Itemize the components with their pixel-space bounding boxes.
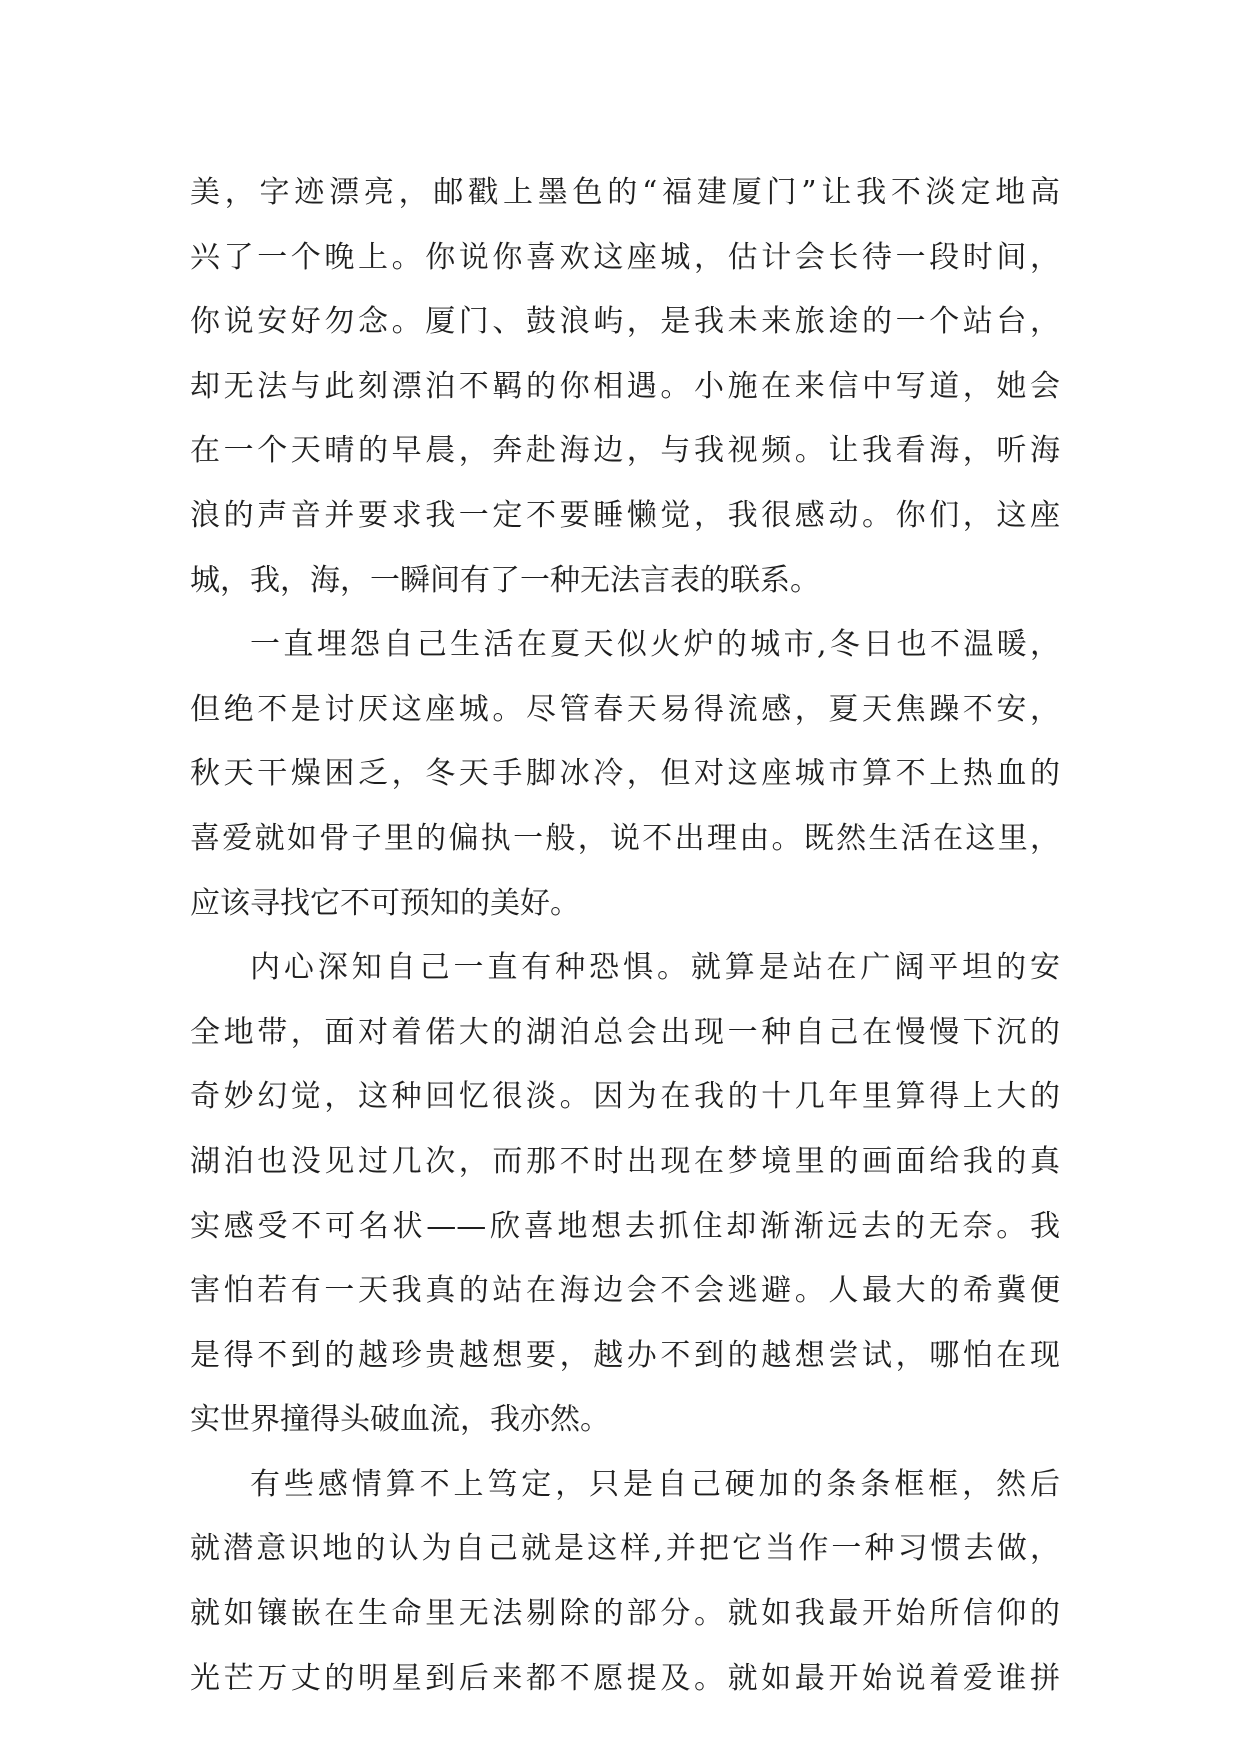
text-line: 就潜意识地的认为自己就是这样,并把它当作一种习惯去做， [190, 1531, 1060, 1567]
text-line: 应该寻找它不可预知的美好。 [190, 885, 580, 921]
text-line: 内心深知自己一直有种恐惧。就算是站在广阔平坦的安 [250, 950, 1060, 986]
text-line: 秋天干燥困乏，冬天手脚冰冷，但对这座城市算不上热血的 [190, 756, 1060, 792]
text-line: 实感受不可名状——欣喜地想去抓住却渐渐远去的无奈。我 [190, 1208, 1060, 1244]
text-line: 是得不到的越珍贵越想要，越办不到的越想尝试，哪怕在现 [190, 1337, 1060, 1373]
text-line: 兴了一个晚上。你说你喜欢这座城，估计会长待一段时间， [190, 239, 1060, 275]
text-line: 喜爱就如骨子里的偏执一般，说不出理由。既然生活在这里， [190, 820, 1060, 856]
text-line: 却无法与此刻漂泊不羁的你相遇。小施在来信中写道，她会 [190, 368, 1060, 404]
text-line: 但绝不是讨厌这座城。尽管春天易得流感，夏天焦躁不安， [190, 691, 1060, 727]
text-line: 在一个天晴的早晨，奔赴海边，与我视频。让我看海，听海 [190, 433, 1060, 469]
text-line: 光芒万丈的明星到后来都不愿提及。就如最开始说着爱谁拼 [190, 1660, 1060, 1696]
text-line: 美，字迹漂亮，邮戳上墨色的“福建厦门”让我不淡定地高 [190, 175, 1060, 210]
text-line: 一直埋怨自己生活在夏天似火炉的城市,冬日也不温暖， [250, 627, 1060, 663]
text-line: 害怕若有一天我真的站在海边会不会逃避。人最大的希冀便 [190, 1273, 1060, 1309]
text-line: 浪的声音并要求我一定不要睡懒觉，我很感动。你们，这座 [190, 497, 1060, 533]
text-line: 城，我，海，一瞬间有了一种无法言表的联系。 [190, 562, 820, 598]
text-line: 就如镶嵌在生命里无法剔除的部分。就如我最开始所信仰的 [190, 1596, 1060, 1632]
text-line: 实世界撞得头破血流，我亦然。 [190, 1402, 610, 1438]
text-line: 湖泊也没见过几次，而那不时出现在梦境里的画面给我的真 [190, 1143, 1060, 1179]
text-line: 你说安好勿念。厦门、鼓浪屿，是我未来旅途的一个站台， [190, 304, 1060, 340]
text-line: 有些感情算不上笃定，只是自己硬加的条条框框，然后 [250, 1466, 1060, 1502]
text-line: 奇妙幻觉，这种回忆很淡。因为在我的十几年里算得上大的 [190, 1079, 1060, 1115]
text-line: 全地带，面对着偌大的湖泊总会出现一种自己在慢慢下沉的 [190, 1014, 1060, 1050]
body-text [190, 161, 1060, 1711]
